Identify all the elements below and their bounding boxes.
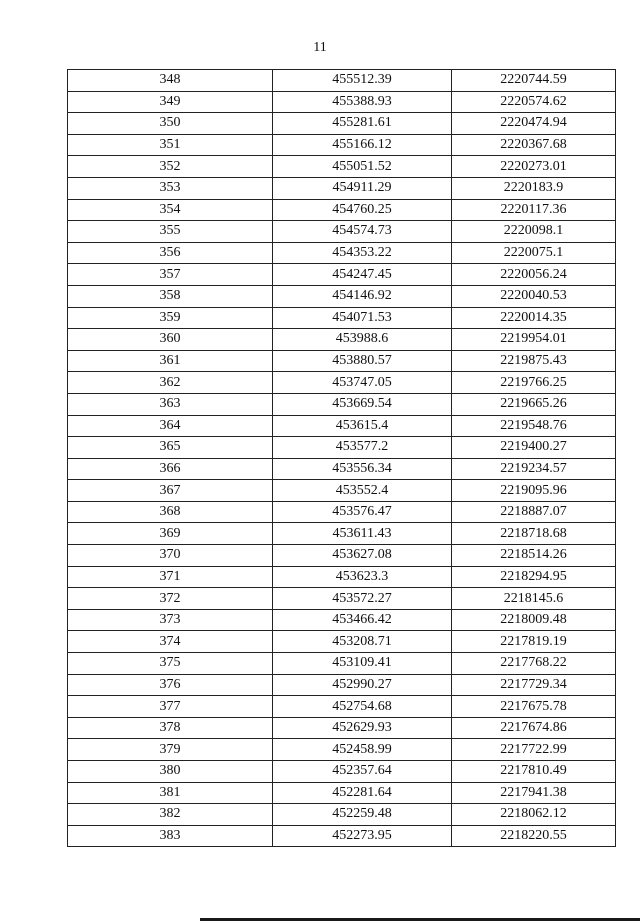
x-coordinate-cell: 453466.42	[273, 609, 452, 631]
point-number-cell: 366	[68, 458, 273, 480]
table-row	[68, 221, 616, 243]
y-coordinate-cell: 2219766.25	[452, 372, 616, 394]
point-number-cell: 364	[68, 415, 273, 437]
x-coordinate-cell: 452629.93	[273, 717, 452, 739]
y-coordinate-cell: 2220040.53	[452, 285, 616, 307]
x-coordinate-cell: 454071.53	[273, 307, 452, 329]
point-number-cell: 370	[68, 545, 273, 567]
table-row	[68, 350, 616, 372]
table-row	[68, 393, 616, 415]
y-coordinate-cell: 2219234.57	[452, 458, 616, 480]
y-coordinate-cell: 2218887.07	[452, 501, 616, 523]
y-coordinate-cell: 2219400.27	[452, 437, 616, 459]
table-row	[68, 415, 616, 437]
y-coordinate-cell: 2217810.49	[452, 761, 616, 783]
table-row	[68, 134, 616, 156]
y-coordinate-cell: 2219095.96	[452, 480, 616, 502]
table-body	[68, 70, 616, 847]
x-coordinate-cell: 452990.27	[273, 674, 452, 696]
x-coordinate-cell: 454760.25	[273, 199, 452, 221]
point-number-cell: 358	[68, 285, 273, 307]
x-coordinate-cell: 454574.73	[273, 221, 452, 243]
x-coordinate-cell: 453556.34	[273, 458, 452, 480]
x-coordinate-cell: 454353.22	[273, 242, 452, 264]
y-coordinate-cell: 2217674.86	[452, 717, 616, 739]
point-number-cell: 365	[68, 437, 273, 459]
page-number: 11	[313, 40, 327, 55]
x-coordinate-cell: 454146.92	[273, 285, 452, 307]
x-coordinate-cell: 452754.68	[273, 696, 452, 718]
point-number-cell: 359	[68, 307, 273, 329]
y-coordinate-cell: 2218145.6	[452, 588, 616, 610]
table-row	[68, 285, 616, 307]
y-coordinate-cell: 2217941.38	[452, 782, 616, 804]
y-coordinate-cell: 2217819.19	[452, 631, 616, 653]
table-row	[68, 674, 616, 696]
point-number-cell: 376	[68, 674, 273, 696]
x-coordinate-cell: 455051.52	[273, 156, 452, 178]
x-coordinate-cell: 455388.93	[273, 91, 452, 113]
x-coordinate-cell: 453988.6	[273, 329, 452, 351]
table-row	[68, 825, 616, 847]
x-coordinate-cell: 453627.08	[273, 545, 452, 567]
x-coordinate-cell: 453109.41	[273, 653, 452, 675]
point-number-cell: 363	[68, 393, 273, 415]
x-coordinate-cell: 455281.61	[273, 113, 452, 135]
table-row	[68, 458, 616, 480]
table-row	[68, 653, 616, 675]
point-number-cell: 381	[68, 782, 273, 804]
x-coordinate-cell: 453615.4	[273, 415, 452, 437]
y-coordinate-cell: 2220014.35	[452, 307, 616, 329]
point-number-cell: 348	[68, 70, 273, 92]
y-coordinate-cell: 2218009.48	[452, 609, 616, 631]
table-row	[68, 609, 616, 631]
point-number-cell: 375	[68, 653, 273, 675]
y-coordinate-cell: 2219875.43	[452, 350, 616, 372]
table-row	[68, 501, 616, 523]
point-number-cell: 379	[68, 739, 273, 761]
y-coordinate-cell: 2220183.9	[452, 177, 616, 199]
x-coordinate-cell: 452273.95	[273, 825, 452, 847]
point-number-cell: 367	[68, 480, 273, 502]
x-coordinate-cell: 453611.43	[273, 523, 452, 545]
table-row	[68, 307, 616, 329]
y-coordinate-cell: 2220574.62	[452, 91, 616, 113]
point-number-cell: 350	[68, 113, 273, 135]
y-coordinate-cell: 2220273.01	[452, 156, 616, 178]
point-number-cell: 369	[68, 523, 273, 545]
table-row	[68, 70, 616, 92]
point-number-cell: 382	[68, 804, 273, 826]
x-coordinate-cell: 453669.54	[273, 393, 452, 415]
x-coordinate-cell: 452357.64	[273, 761, 452, 783]
x-coordinate-cell: 453208.71	[273, 631, 452, 653]
table-row	[68, 480, 616, 502]
y-coordinate-cell: 2220744.59	[452, 70, 616, 92]
y-coordinate-cell: 2219954.01	[452, 329, 616, 351]
point-number-cell: 352	[68, 156, 273, 178]
table-row	[68, 523, 616, 545]
y-coordinate-cell: 2218062.12	[452, 804, 616, 826]
y-coordinate-cell: 2220117.36	[452, 199, 616, 221]
x-coordinate-cell: 454911.29	[273, 177, 452, 199]
point-number-cell: 357	[68, 264, 273, 286]
point-number-cell: 374	[68, 631, 273, 653]
x-coordinate-cell: 453623.3	[273, 566, 452, 588]
table-row	[68, 566, 616, 588]
x-coordinate-cell: 454247.45	[273, 264, 452, 286]
y-coordinate-cell: 2217768.22	[452, 653, 616, 675]
y-coordinate-cell: 2219548.76	[452, 415, 616, 437]
table-row	[68, 588, 616, 610]
x-coordinate-cell: 452259.48	[273, 804, 452, 826]
table-row	[68, 631, 616, 653]
table-row	[68, 761, 616, 783]
table-row	[68, 437, 616, 459]
y-coordinate-cell: 2218294.95	[452, 566, 616, 588]
table-row	[68, 717, 616, 739]
table-row	[68, 113, 616, 135]
table-row	[68, 804, 616, 826]
y-coordinate-cell: 2217675.78	[452, 696, 616, 718]
point-number-cell: 383	[68, 825, 273, 847]
y-coordinate-cell: 2219665.26	[452, 393, 616, 415]
x-coordinate-cell: 455166.12	[273, 134, 452, 156]
table-row	[68, 782, 616, 804]
y-coordinate-cell: 2220075.1	[452, 242, 616, 264]
x-coordinate-cell: 453552.4	[273, 480, 452, 502]
table-row	[68, 739, 616, 761]
table-row	[68, 329, 616, 351]
table-row	[68, 696, 616, 718]
point-number-cell: 356	[68, 242, 273, 264]
x-coordinate-cell: 453747.05	[273, 372, 452, 394]
point-number-cell: 351	[68, 134, 273, 156]
table-row	[68, 91, 616, 113]
point-number-cell: 360	[68, 329, 273, 351]
y-coordinate-cell: 2218718.68	[452, 523, 616, 545]
x-coordinate-cell: 453576.47	[273, 501, 452, 523]
point-number-cell: 372	[68, 588, 273, 610]
point-number-cell: 373	[68, 609, 273, 631]
table-row	[68, 264, 616, 286]
point-number-cell: 353	[68, 177, 273, 199]
table-row	[68, 199, 616, 221]
point-number-cell: 380	[68, 761, 273, 783]
point-number-cell: 377	[68, 696, 273, 718]
y-coordinate-cell: 2217722.99	[452, 739, 616, 761]
table-row	[68, 156, 616, 178]
y-coordinate-cell: 2220367.68	[452, 134, 616, 156]
point-number-cell: 354	[68, 199, 273, 221]
x-coordinate-cell: 455512.39	[273, 70, 452, 92]
x-coordinate-cell: 453880.57	[273, 350, 452, 372]
y-coordinate-cell: 2220474.94	[452, 113, 616, 135]
point-number-cell: 355	[68, 221, 273, 243]
table-row	[68, 372, 616, 394]
point-number-cell: 362	[68, 372, 273, 394]
y-coordinate-cell: 2220056.24	[452, 264, 616, 286]
x-coordinate-cell: 452281.64	[273, 782, 452, 804]
table-row	[68, 242, 616, 264]
y-coordinate-cell: 2218220.55	[452, 825, 616, 847]
y-coordinate-cell: 2217729.34	[452, 674, 616, 696]
point-number-cell: 378	[68, 717, 273, 739]
point-number-cell: 371	[68, 566, 273, 588]
point-number-cell: 361	[68, 350, 273, 372]
point-number-cell: 368	[68, 501, 273, 523]
x-coordinate-cell: 453577.2	[273, 437, 452, 459]
x-coordinate-cell: 453572.27	[273, 588, 452, 610]
table-row	[68, 545, 616, 567]
y-coordinate-cell: 2218514.26	[452, 545, 616, 567]
x-coordinate-cell: 452458.99	[273, 739, 452, 761]
y-coordinate-cell: 2220098.1	[452, 221, 616, 243]
point-number-cell: 349	[68, 91, 273, 113]
table-row	[68, 177, 616, 199]
coordinates-table	[67, 69, 616, 847]
